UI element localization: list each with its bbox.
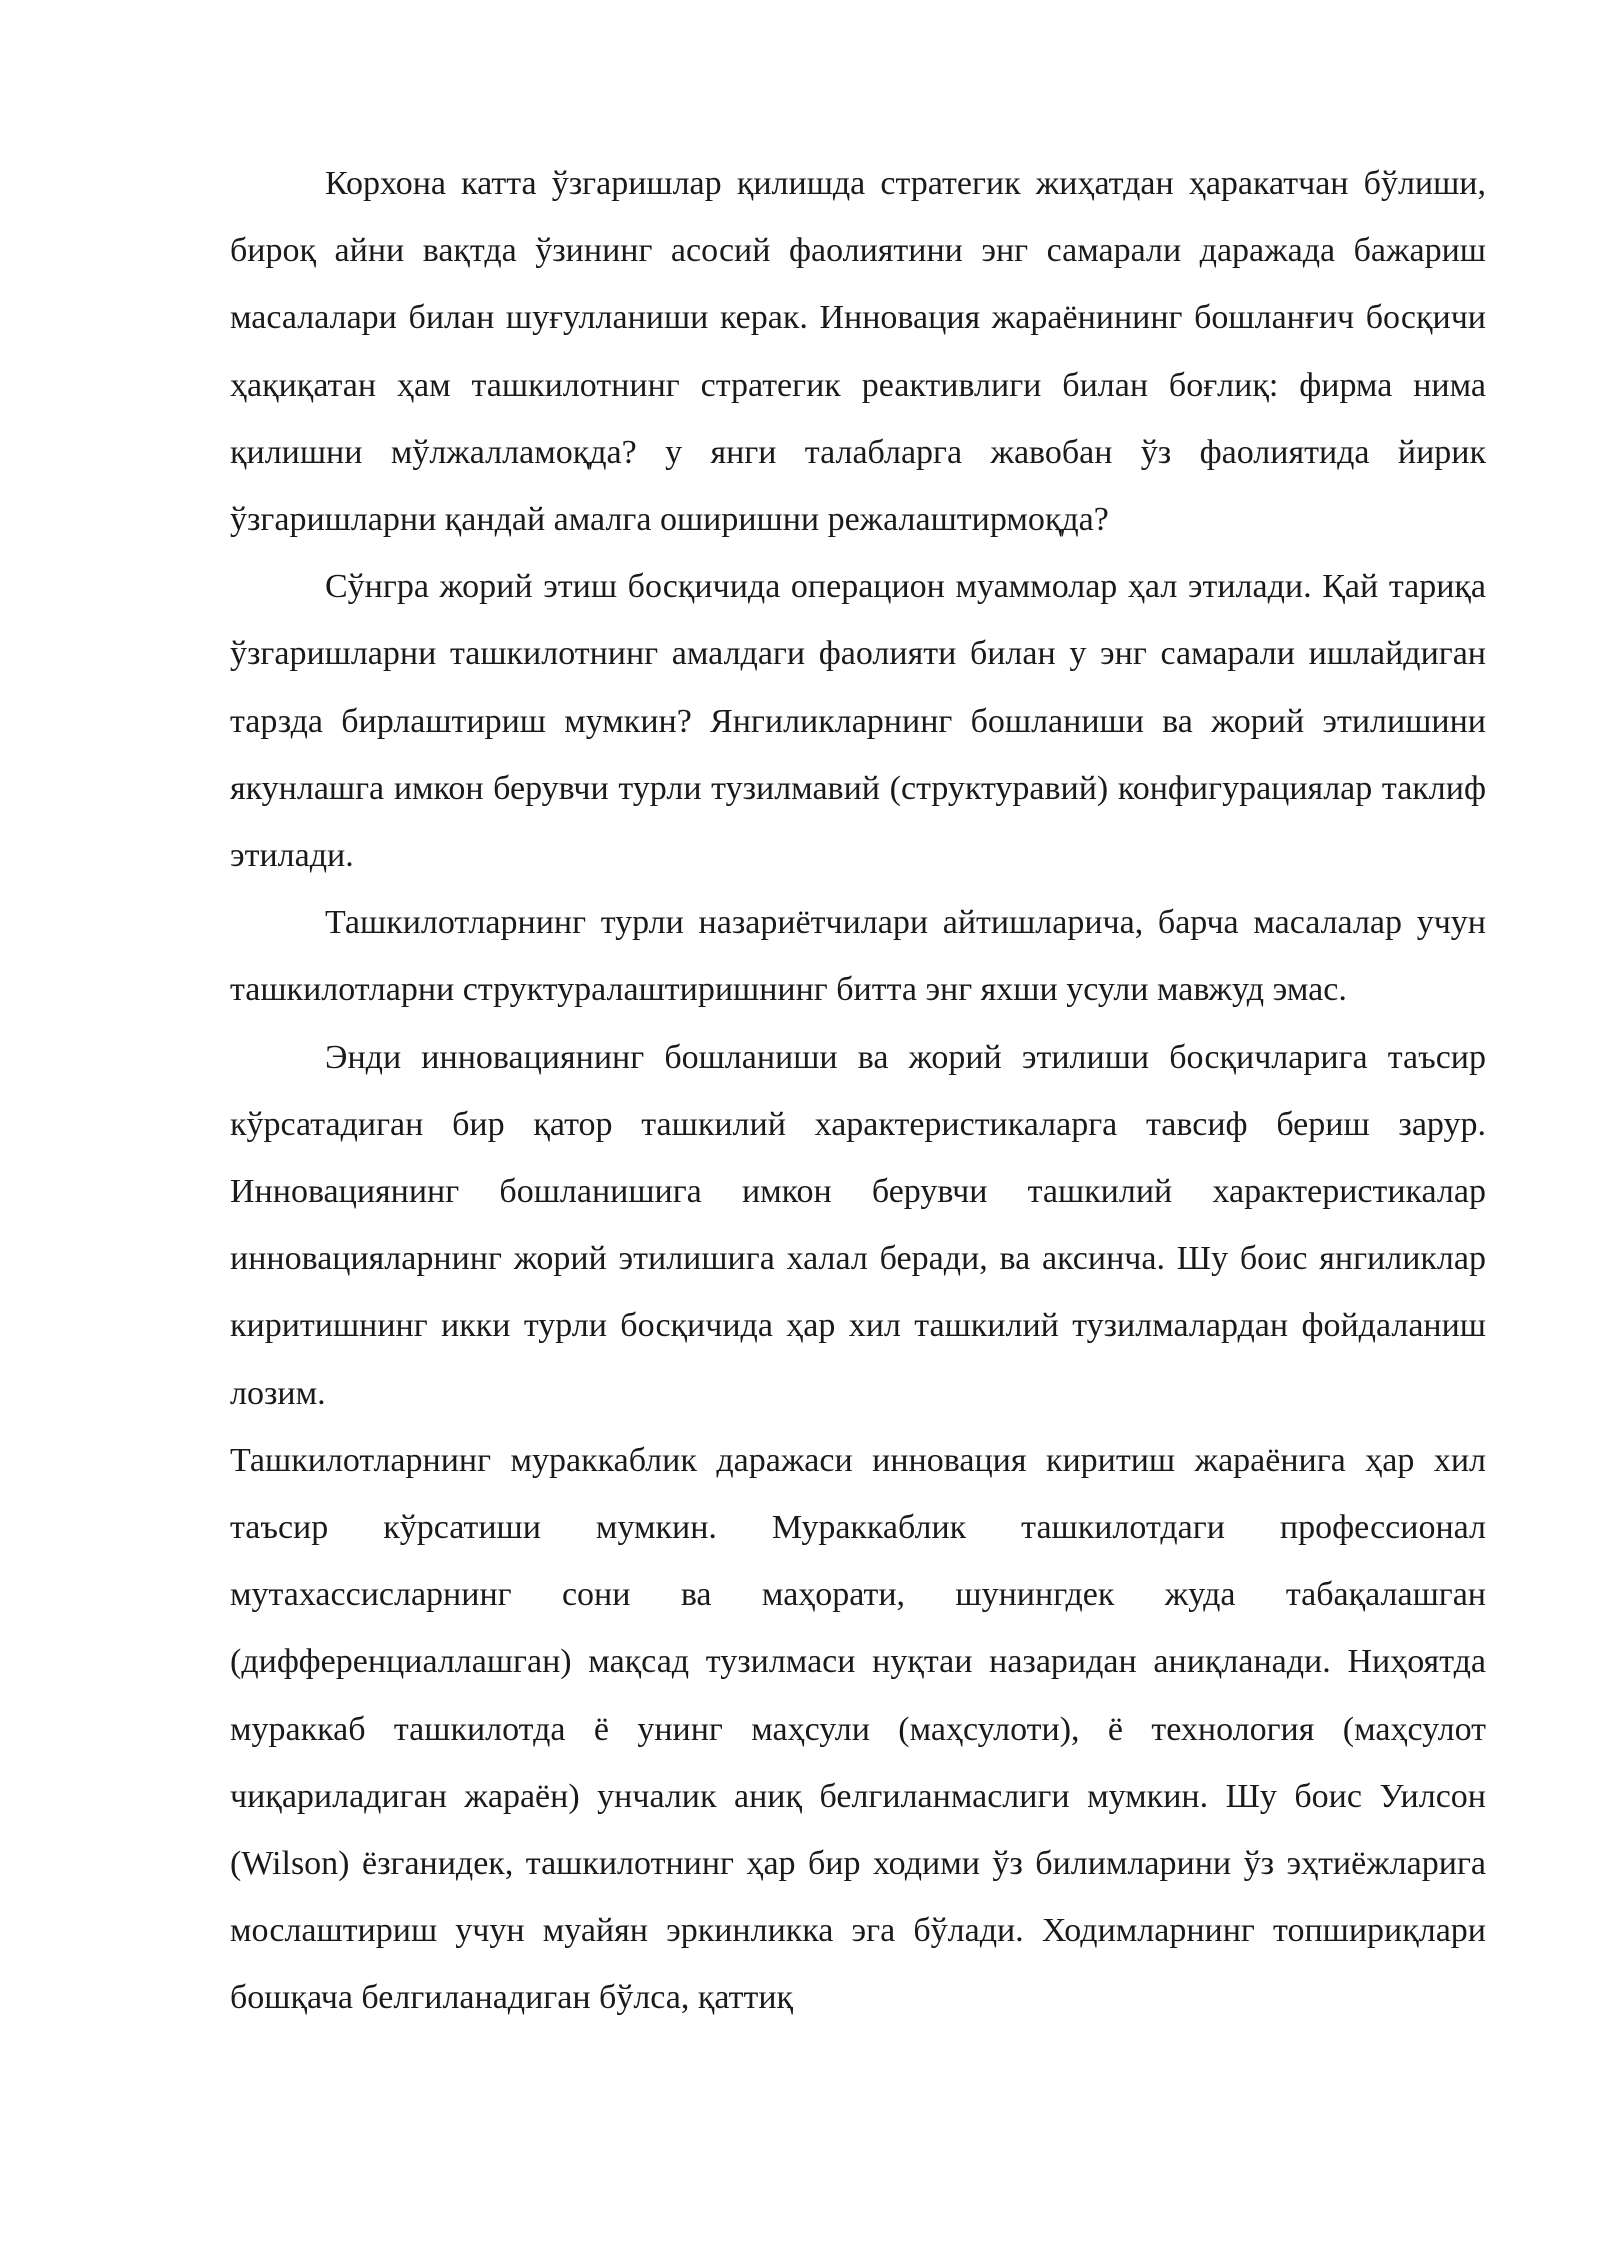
document-page <box>230 150 1486 2032</box>
paragraph-4: Энди инновациянинг бошланиши ва жорий этилиши босқичларига таъсир кўрсатадиган бир қатор ташкилий характеристикаларга тавсиф бериш зарур. Инновациянинг бошланишига имкон берувчи ташкилий характеристикалар инновацияларнинг жорий этилишига халал беради, ва аксинча. Шу боис янгиликлар киритишнинг икки турли босқичида ҳар хил ташкилий тузилмалардан фойдаланиш лозим. <box>230 1038 1486 1412</box>
paragraph-3: Ташкилотларнинг турли назариётчилари айтишларича, барча масалалар учун ташкилотларни структуралаштиришнинг битта энг яхши усули мавжуд эмас. <box>230 904 1486 1009</box>
paragraph-2: Сўнгра жорий этиш босқичида операцион муаммолар ҳал этилади. Қай тариқа ўзгаришларни ташкилотнинг амалдаги фаолияти билан у энг самарали ишлайдиган тарзда бирлаштириш мумкин? Янгиликларнинг бошланиши ва жорий этилишини якунлашга имкон берувчи турли тузилмавий (структуравий) конфигурациялар таклиф этилади. <box>230 568 1486 875</box>
paragraph-1: Корхона катта ўзгаришлар қилишда стратегик жиҳатдан ҳаракатчан бўлиши, бироқ айни вақтда ўзининг асосий фаолиятини энг самарали даражада бажариш масалалари билан шуғулланиши керак. Инновация жараёнининг бошланғич босқичи ҳақиқатан ҳам ташкилотнинг стратегик реактивлиги билан боғлиқ: фирма нима қилишни мўлжалламоқда? у янги талабларга жавобан ўз фаолиятида йирик ўзгаришларни қандай амалга оширишни режалаштирмоқда? <box>230 165 1486 539</box>
paragraph-5: Ташкилотларнинг мураккаблик даражаси инновация киритиш жараёнига ҳар хил таъсир кўрсатиши мумкин. Мураккаблик ташкилотдаги профессионал мутахассисларнинг сони ва маҳорати, шунингдек жуда табақалашган (дифференциаллашган) мақсад тузилмаси нуқтаи назаридан аниқланади. Ниҳоятда мураккаб ташкилотда ё унинг маҳсули (маҳсулоти), ё технология (маҳсулот чиқариладиган жараён) унчалик аниқ белгиланмаслиги мумкин. Шу боис Уилсон (Wilson) ёзганидек, ташкилотнинг ҳар бир ходими ўз билимларини ўз эҳтиёжларига мослаштириш учун муайян эркинликка эга бўлади. Ходимларнинг топшириқлари бошқача белгиланадиган бўлса, қаттиқ <box>230 1441 1486 2017</box>
